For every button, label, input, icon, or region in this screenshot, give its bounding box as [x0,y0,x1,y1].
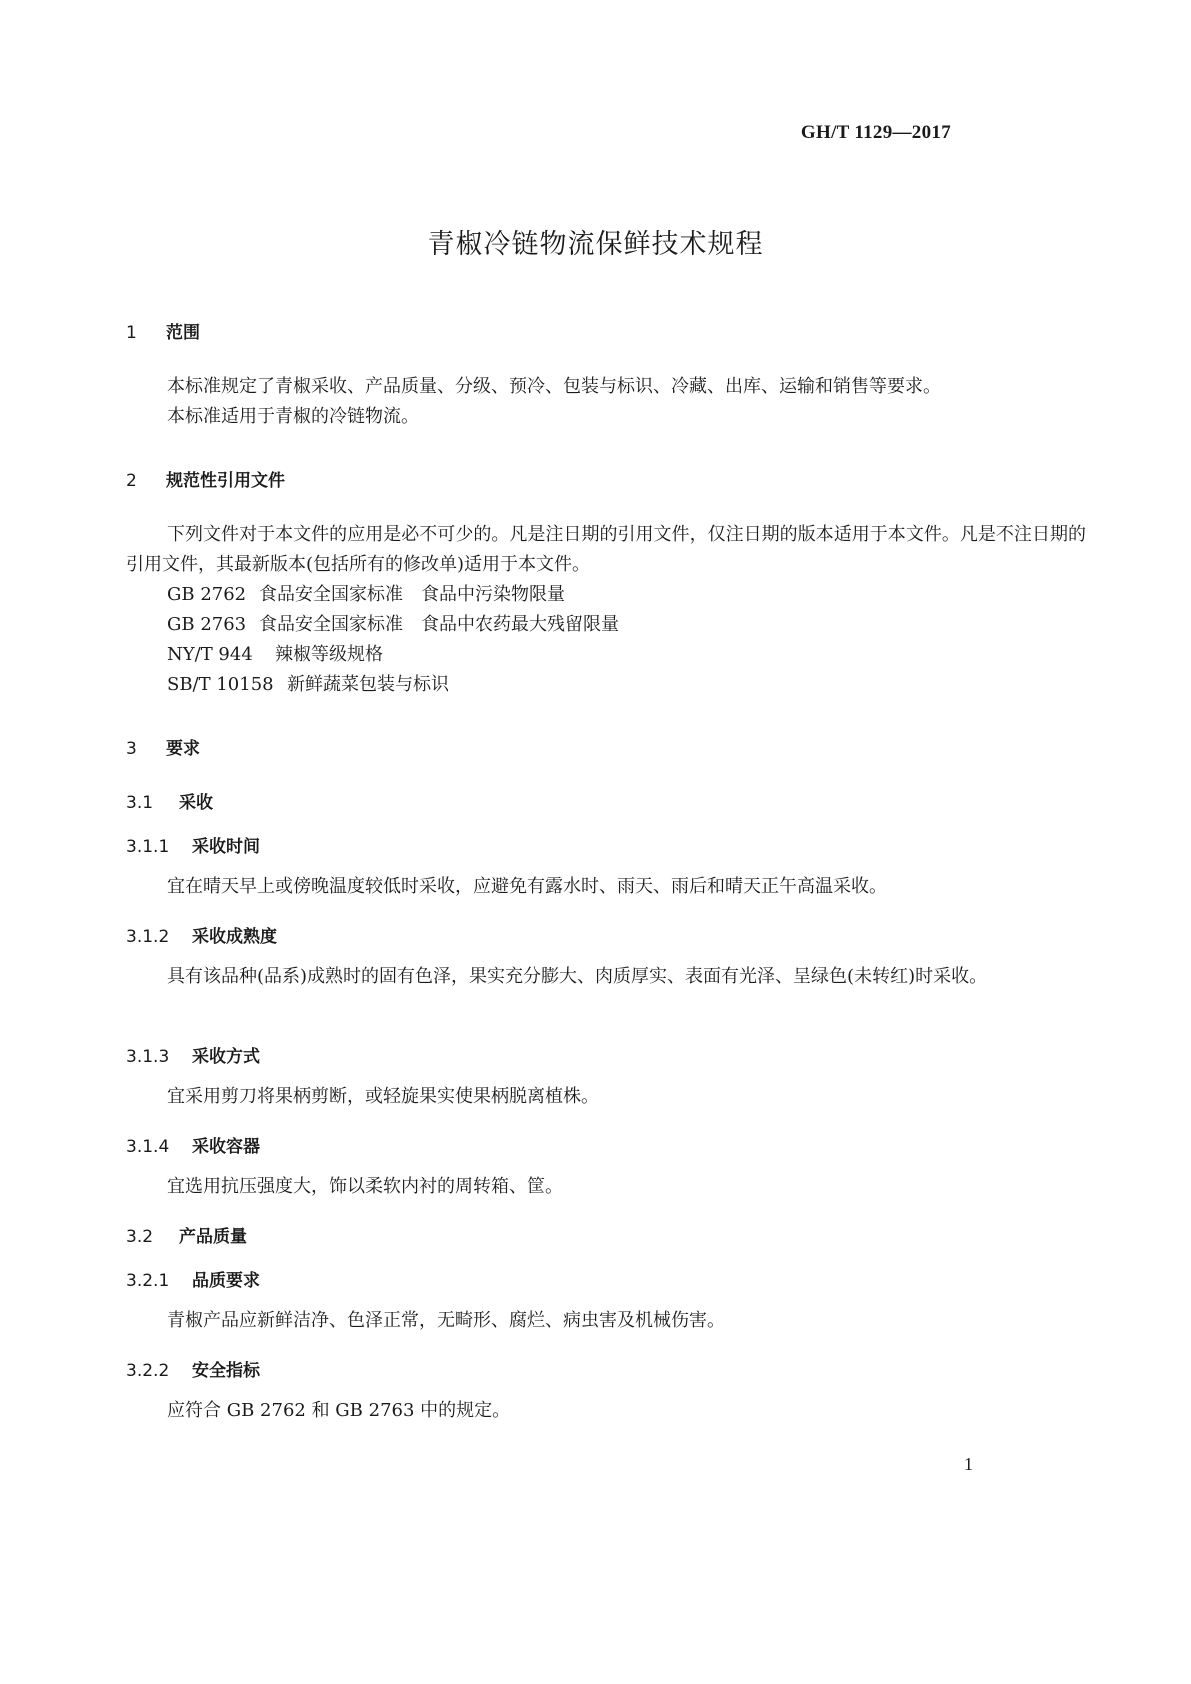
section-number: 3 [126,739,137,759]
section-number: 1 [126,323,137,343]
section-title: 采收方式 [192,1047,260,1067]
reference-title: 新鲜蔬菜包装与标识 [287,674,449,695]
reference-item [167,580,565,610]
reference-item [167,670,449,700]
section-title: 安全指标 [192,1361,260,1381]
scope-paragraph-1: 本标准规定了青椒采收、产品质量、分级、预冷、包装与标识、冷藏、出库、运输和销售等要求。 [167,376,941,397]
reference-title: 食品安全国家标准 食品中污染物限量 [259,584,565,605]
harvest-method-text: 宜采用剪刀将果柄剪断，或轻旋果实使果柄脱离植株。 [167,1086,599,1107]
safety-index-text: 应符合 GB 2762 和 GB 2763 中的规定。 [167,1400,511,1421]
quality-requirement-text: 青椒产品应新鲜洁净、色泽正常，无畸形、腐烂、病虫害及机械伤害。 [167,1310,725,1331]
section-3-2-2-heading [126,1356,260,1381]
section-3-1-4-heading [126,1132,260,1157]
section-3-2-1-heading [126,1266,260,1291]
section-number: 3.1.3 [126,1047,170,1067]
section-number: 3.1 [126,793,154,813]
section-title: 采收成熟度 [192,927,277,947]
document-title: 青椒冷链物流保鲜技术规程 [427,229,764,260]
reference-code: GB 2763 [167,614,247,635]
reference-item [167,610,619,640]
page-number: 1 [964,1454,973,1474]
section-title: 范围 [166,323,200,343]
reference-code: GB 2762 [167,584,247,605]
section-number: 3.1.1 [126,837,170,857]
standard-code: GH/T 1129—2017 [800,122,951,143]
section-number: 3.2 [126,1227,154,1247]
section-3-1-3-heading [126,1042,260,1067]
section-title: 规范性引用文件 [166,471,285,491]
section-2-heading [126,466,285,491]
section-title: 采收时间 [192,837,260,857]
section-title: 采收 [179,793,213,813]
harvest-maturity-text: 具有该品种(品系)成熟时的固有色泽，果实充分膨大、肉质厚实、表面有光泽、呈绿色(未转红)时采收。 [167,966,988,987]
reference-title: 食品安全国家标准 食品中农药最大残留限量 [259,614,619,635]
reference-item [167,640,383,670]
section-title: 要求 [166,739,200,759]
section-3-1-2-heading [126,922,277,947]
section-3-heading [126,734,200,759]
section-title: 品质要求 [192,1271,260,1291]
section-number: 2 [126,471,137,491]
section-3-1-heading [126,788,213,813]
scope-paragraph-2: 本标准适用于青椒的冷链物流。 [167,406,419,427]
reference-code: SB/T 10158 [167,674,274,695]
section-3-1-1-heading [126,832,260,857]
harvest-time-text: 宜在晴天早上或傍晚温度较低时采收，应避免有露水时、雨天、雨后和晴天正午高温采收。 [167,876,887,897]
reference-code: NY/T 944 [167,644,253,665]
section-title: 产品质量 [179,1227,247,1247]
section-number: 3.2.1 [126,1271,170,1291]
references-intro: 下列文件对于本文件的应用是必不可少的。凡是注日期的引用文件，仅注日期的版本适用于本文件。凡是不注日期的引用文件，其最新版本(包括所有的修改单)适用于本文件。 [126,524,1086,575]
section-number: 3.2.2 [126,1361,170,1381]
section-3-2-heading [126,1222,247,1247]
harvest-container-text: 宜选用抗压强度大，饰以柔软内衬的周转箱、筐。 [167,1176,563,1197]
section-title: 采收容器 [192,1137,260,1157]
section-number: 3.1.2 [126,927,170,947]
section-1-heading [126,318,200,343]
reference-title: 辣椒等级规格 [275,644,383,665]
section-number: 3.1.4 [126,1137,170,1157]
